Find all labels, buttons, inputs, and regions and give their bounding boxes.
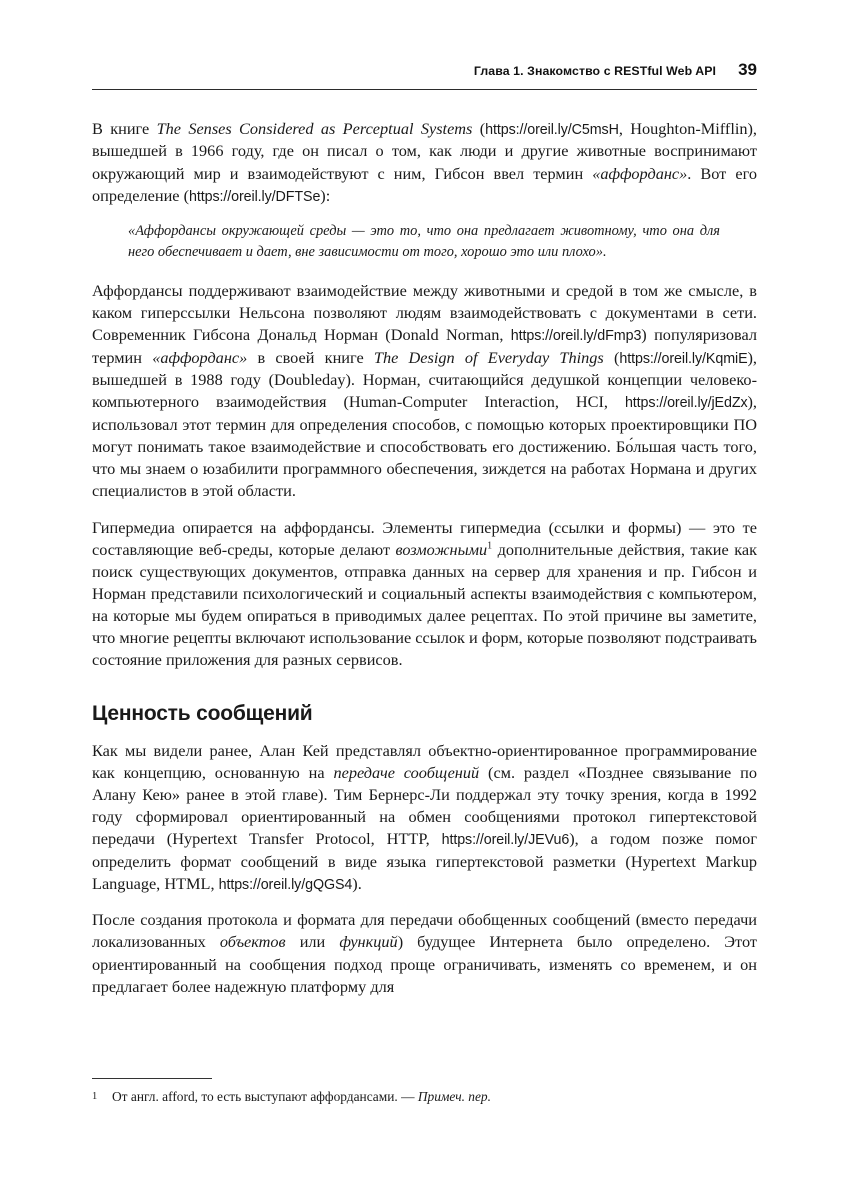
link-dfmp3[interactable]: https://oreil.ly/dFmp3 — [510, 328, 642, 345]
p4-seg2: (см. раздел «Позднее связывание по Алану Кею» ранее в этой главе). Тим Бернерс-Ли поддержал эту точку зрения, когда в 1992 году сформировал ориентированный на обмен сообщениями протокол гипертекстовой передачи (Hypertext Transfer Protocol, HTTP, — [92, 762, 757, 849]
header-chapter-title: Глава 1. Знакомство с RESTful Web API — [473, 64, 717, 78]
footnote-divider — [92, 1078, 212, 1079]
paragraph-4 — [92, 740, 757, 896]
term-affordance-2: «аффорданс» — [152, 347, 248, 367]
page-number: 39 — [738, 60, 757, 79]
p3-italic-possible: возможными — [395, 539, 488, 559]
footnote-marker-1[interactable]: 1 — [487, 540, 493, 552]
link-kqmie[interactable]: https://oreil.ly/KqmiE — [619, 350, 748, 367]
p1-seg5: ): — [320, 185, 331, 205]
p1-seg1: В книге — [92, 119, 157, 138]
p2-seg5: ), вышедшей в 1988 году (Doubleday). Норман, считающийся дедушкой концепции человеко-компьютерного взаимодействия (Human-Computer Interaction, HCI, — [92, 347, 758, 412]
section-heading-message-value: Ценность сообщений — [92, 701, 313, 725]
p1-seg3: , Houghton-Mifflin), вышедшей в 1966 году, где он писал о том, как люди и другие животные воспринимают окружающий мир и взаимодействуют с ним, Гибсон ввел термин — [92, 119, 757, 183]
p4-seg3: ), а годом позже помог определить формат сообщений в виде языка гипертекстовой разметки (Hypertext Markup Language, HTML, — [92, 829, 757, 893]
p2-seg2: ) популяризовал термин — [92, 325, 757, 367]
link-dftse[interactable]: https://oreil.ly/DFTSe — [189, 188, 321, 205]
p5-seg3: ) будущее Интернета было определено. Этот ориентированный на сообщения подход проще ограничивать, изменять со временем, и он предлагает более надежную платформу для — [92, 932, 757, 996]
paragraph-3 — [92, 517, 757, 672]
page-header — [92, 60, 757, 89]
link-c5msh[interactable]: https://oreil.ly/C5msH — [485, 122, 619, 138]
p5-italic-functions: функций — [339, 932, 398, 952]
p4-italic-message-passing: передаче сообщений — [333, 762, 480, 782]
header-divider — [92, 89, 757, 90]
book-title-design: The Design of Everyday Things — [373, 347, 604, 367]
paragraph-2 — [92, 280, 757, 502]
footnote-1 — [92, 1088, 757, 1105]
footnote-area — [92, 1078, 757, 1105]
p5-seg2: или — [285, 932, 340, 952]
p5-seg1: После создания протокола и формата для передачи обобщенных сообщений (вместо передачи локализованных — [92, 910, 757, 952]
p2-seg1: Аффордансы поддерживают взаимодействие между животными и средой в том же смысле, в каком гиперссылки Нельсона позволяют людям взаимодействовать с документами в сети. Современник Гибсона Дональд Норман (Donald Norman, — [92, 281, 757, 345]
p4-seg1: Как мы видели ранее, Алан Кей представлял объектно-ориентированное программирование как концепцию, основанную на — [92, 740, 757, 782]
page-content — [92, 60, 757, 1012]
p2-seg6: ), использовал этот термин для определения способов, с помощью которых проектировщики ПО могут понимать такое взаимодействие и способствовать его достижению. Бо́льшая часть того, что мы знаем о юзабилити программного обеспечения, зиждется на работах Нормана и других специалистов в этой области. — [92, 392, 757, 501]
p2-seg3: в своей книге — [247, 347, 374, 367]
blockquote-affordance-definition: «Аффордансы окружающей среды — это то, что она предлагает животному, что она для него обеспечивает и дает, вне зависимости от того, хорошо это или плохо». — [128, 223, 720, 260]
footnote-number: 1 — [92, 1091, 98, 1102]
p1-seg4: . Вот его определение ( — [92, 163, 757, 205]
paragraph-5 — [92, 909, 757, 998]
book-title-senses: The Senses Considered as Perceptual Systems — [156, 119, 473, 138]
p3-seg2: дополнительные действия, такие как поиск существующих документов, отправка данных на сервер для хранения и пр. Гибсон и Норман представили психологический и социальный аспекты взаимодействия с компьютером, на которые мы будем опираться в приводимых далее рецептах. По этой причине вы заметите, что многие рецепты включают использование ссылок и форм, которые позволяют подстраивать состояние приложения для разных сервисов. — [92, 539, 757, 670]
term-affordance-1: «аффорданс» — [592, 163, 688, 183]
p3-seg1: Гипермедиа опирается на аффордансы. Элементы гипермедиа (ссылки и формы) — это те составляющие веб-среды, которые делают — [92, 517, 757, 559]
link-jevu6[interactable]: https://oreil.ly/JEVu6 — [441, 832, 570, 849]
link-jedzx[interactable]: https://oreil.ly/jEdZx — [624, 395, 748, 412]
p2-seg4: ( — [603, 347, 620, 367]
link-gqgs4[interactable]: https://oreil.ly/gQGS4 — [218, 876, 353, 893]
footnote-text-italic: Примеч. пер. — [417, 1089, 491, 1104]
footnote-text — [112, 1088, 491, 1105]
p5-italic-objects: объектов — [219, 932, 286, 952]
paragraph-1 — [92, 118, 757, 207]
p4-seg4: ). — [352, 873, 362, 893]
footnote-text-before: От англ. afford, то есть выступают аффордансами. — — [112, 1089, 418, 1104]
p1-seg2: ( — [472, 119, 486, 138]
